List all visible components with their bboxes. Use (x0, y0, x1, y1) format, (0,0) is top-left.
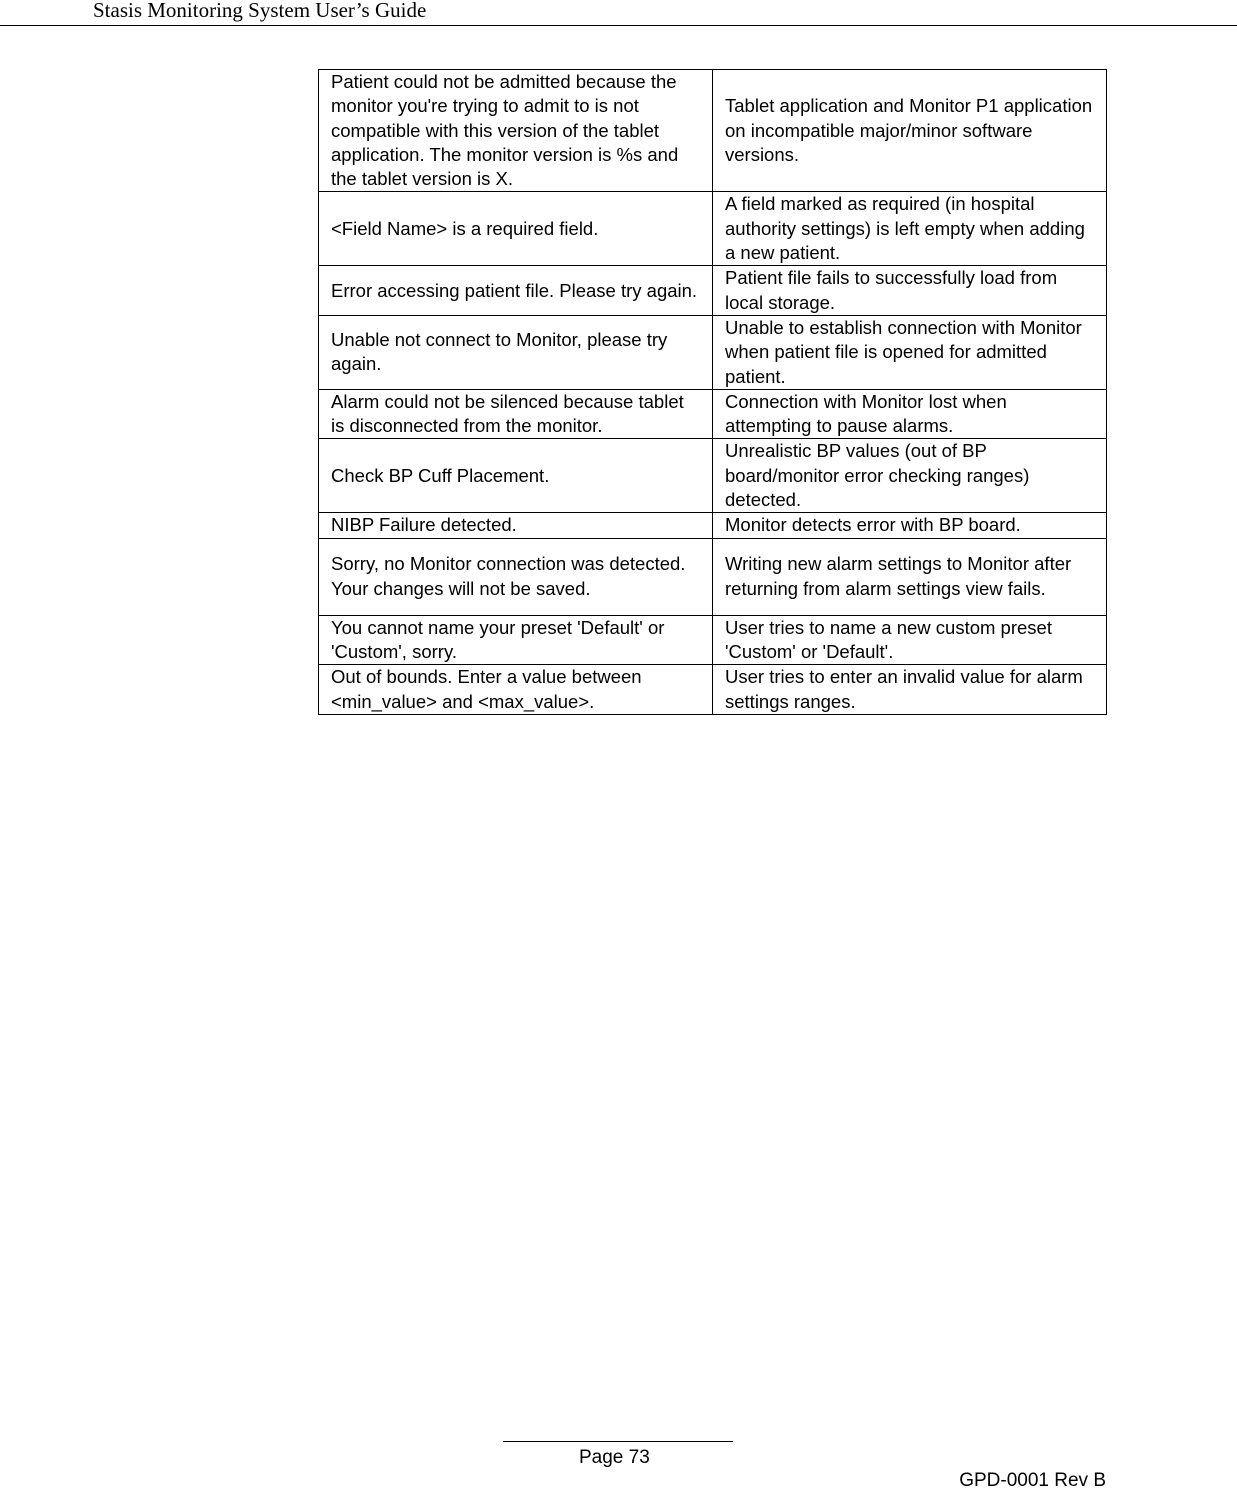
message-cell: Unable not connect to Monitor, please try again. (319, 315, 713, 389)
message-cell: You cannot name your preset 'Default' or 'Custom', sorry. (319, 615, 713, 665)
message-cell: Check BP Cuff Placement. (319, 439, 713, 513)
table-row (319, 615, 1107, 665)
table-row (319, 266, 1107, 316)
error-message-table (318, 69, 1107, 715)
cause-cell: A field marked as required (in hospital authority settings) is left empty when adding a new patient. (713, 192, 1107, 266)
cause-cell: User tries to name a new custom preset 'Custom' or 'Default'. (713, 615, 1107, 665)
table-row (319, 192, 1107, 266)
cause-cell: Connection with Monitor lost when attempting to pause alarms. (713, 389, 1107, 439)
table-row (319, 389, 1107, 439)
table-row (319, 513, 1107, 538)
page-number: Page 73 (579, 1447, 650, 1468)
message-cell: Patient could not be admitted because the monitor you're trying to admit to is not compatible with this version of the tablet application. The monitor version is %s and the tablet version is X. (319, 70, 713, 192)
message-cell: Error accessing patient file. Please try again. (319, 266, 713, 316)
cause-cell: Monitor detects error with BP board. (713, 513, 1107, 538)
table-row (319, 315, 1107, 389)
cause-cell: Unrealistic BP values (out of BP board/monitor error checking ranges) detected. (713, 439, 1107, 513)
document-id: GPD-0001 Rev B (959, 1470, 1106, 1491)
message-cell: <Field Name> is a required field. (319, 192, 713, 266)
message-cell: NIBP Failure detected. (319, 513, 713, 538)
cause-cell: Patient file fails to successfully load from local storage. (713, 266, 1107, 316)
header-divider (0, 25, 1237, 26)
table-row (319, 538, 1107, 615)
cause-cell: Unable to establish connection with Monitor when patient file is opened for admitted patient. (713, 315, 1107, 389)
cause-cell: Writing new alarm settings to Monitor after returning from alarm settings view fails. (713, 538, 1107, 615)
table-row (319, 70, 1107, 192)
message-cell: Sorry, no Monitor connection was detected. Your changes will not be saved. (319, 538, 713, 615)
running-header-title: Stasis Monitoring System User’s Guide (93, 0, 427, 22)
message-cell: Out of bounds. Enter a value between <min_value> and <max_value>. (319, 665, 713, 715)
table-row (319, 665, 1107, 715)
cause-cell: User tries to enter an invalid value for alarm settings ranges. (713, 665, 1107, 715)
table-row (319, 439, 1107, 513)
message-cell: Alarm could not be silenced because tablet is disconnected from the monitor. (319, 389, 713, 439)
footer-divider (503, 1441, 733, 1442)
cause-cell: Tablet application and Monitor P1 application on incompatible major/minor software versions. (713, 70, 1107, 192)
